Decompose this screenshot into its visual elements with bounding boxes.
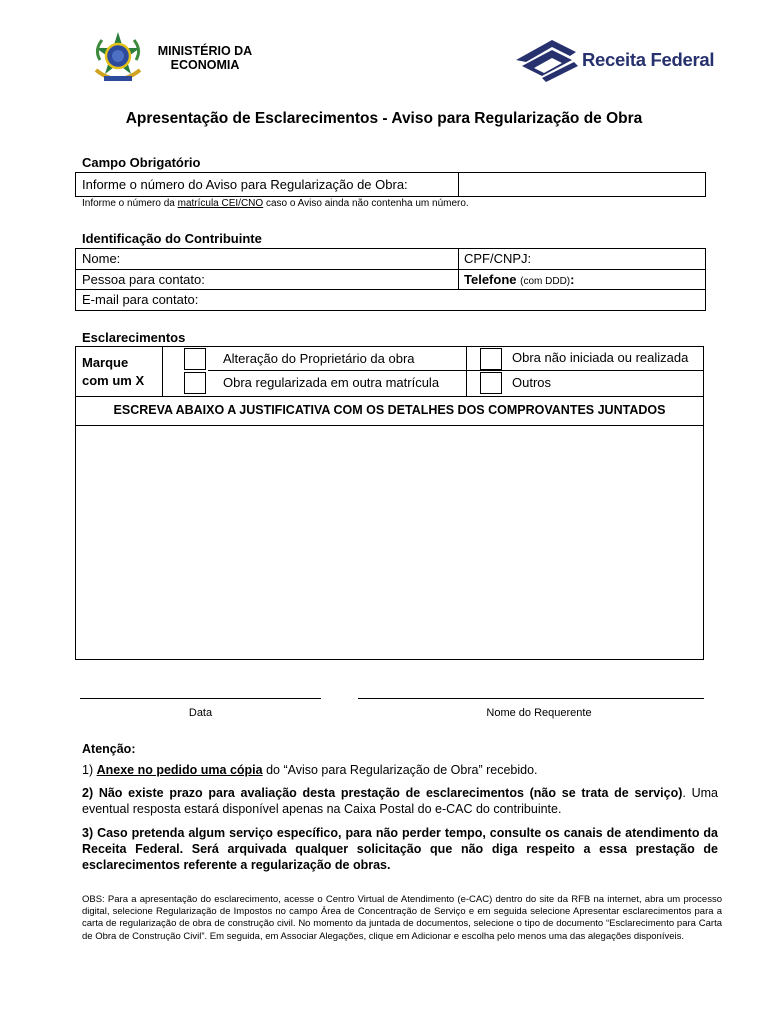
checkbox-obra-regularizada[interactable]	[184, 372, 206, 394]
telefone-label	[464, 272, 574, 287]
checkbox-obra-nao-iniciada[interactable]	[480, 348, 502, 370]
document-title: Apresentação de Esclarecimentos - Aviso para Regularização de Obra	[125, 110, 643, 127]
agency-name: Receita Federal	[582, 49, 715, 70]
options-bottom-line	[75, 396, 704, 397]
esclarecimentos-heading: Esclarecimentos	[82, 330, 186, 345]
email-label: E-mail para contato:	[82, 292, 199, 307]
contribuinte-row-line-1	[75, 269, 706, 270]
atencao-item-1-rest: do “Aviso para Regularização de Obra” recebido.	[262, 763, 538, 777]
checkbox-outros[interactable]	[480, 372, 502, 394]
options-col-divider	[466, 346, 467, 396]
marque-line-2: com um X	[82, 373, 145, 388]
atencao-item-3: 3) Caso pretenda algum serviço específico, para não perder tempo, consulte os canais de atendimento da Receita Federal. Será arquivada qualquer solicitação que não diga respeito a essa prestação de esclarecimentos referente a regularização de obras.	[82, 826, 718, 872]
pessoa-contato-input[interactable]	[220, 271, 456, 288]
nome-input[interactable]	[140, 250, 456, 268]
aviso-hint-matricula: matrícula CEI/CNO	[177, 198, 264, 209]
atencao-item-1-number: 1)	[82, 763, 97, 777]
justificativa-header-line	[75, 425, 704, 426]
contribuinte-heading: Identificação do Contribuinte	[82, 231, 262, 246]
option-obra-nao-iniciada: Obra não iniciada ou realizada	[512, 350, 689, 365]
data-signature-line	[80, 698, 321, 699]
aviso-hint	[82, 198, 469, 209]
telefone-colon: :	[570, 272, 575, 287]
justificativa-header: ESCREVA ABAIXO A JUSTIFICATIVA COM OS DETALHES DOS COMPROVANTES JUNTADOS	[113, 403, 666, 417]
campo-obrigatorio-heading: Campo Obrigatório	[82, 155, 201, 170]
aviso-hint-pre: Informe o número da	[82, 198, 178, 209]
requerente-signature-line	[358, 698, 704, 699]
marque-line-1: Marque	[82, 355, 129, 370]
receita-federal-logo-icon	[512, 38, 582, 84]
data-label: Data	[188, 707, 213, 719]
ministry-line-2: ECONOMIA	[170, 58, 240, 72]
pessoa-contato-label: Pessoa para contato:	[82, 272, 205, 287]
contribuinte-col-divider	[458, 248, 459, 289]
marque-divider	[162, 346, 163, 396]
aviso-number-input[interactable]	[459, 173, 705, 196]
ministry-name	[150, 44, 260, 72]
option-alteracao-proprietario: Alteração do Proprietário da obra	[223, 351, 415, 366]
option-outros: Outros	[512, 375, 552, 390]
atencao-item-2	[82, 785, 718, 817]
ministry-line-1: MINISTÉRIO DA	[157, 44, 253, 58]
cpf-cnpj-label: CPF/CNPJ:	[464, 251, 532, 266]
brazil-coat-of-arms-icon	[90, 30, 146, 88]
telefone-ddd-note: (com DDD)	[520, 276, 571, 287]
telefone-label-text: Telefone	[464, 272, 517, 287]
justificativa-textarea[interactable]	[78, 428, 700, 656]
email-input[interactable]	[215, 291, 703, 309]
nome-label: Nome:	[82, 251, 121, 266]
cpf-cnpj-input[interactable]	[545, 250, 703, 268]
atencao-item-2-rest: . Uma eventual resposta estará disponível apenas na Caixa Postal do e-CAC do contribuinte.	[82, 786, 719, 816]
options-middle-line	[208, 370, 704, 371]
obs-paragraph: OBS: Para a apresentação do esclarecimento, acesse o Centro Virtual de Atendimento (e-CAC) dentro do site da RFB na internet, abra um processo digital, selecione Regularização de Impostos no campo Área de Concentração de Serviço e em seguida selecione Apresentar esclarecimentos para a carta de regularização de obra de construção civil. No momento da juntada de documentos, selecione o tipo de documento “Esclarecimento para Carta de Obra de Construção Civil”. Em seguida, em Associar Alegações, clique em Adicionar e escolha pelo menos uma das alegações disponíveis.	[82, 894, 722, 942]
telefone-input[interactable]	[590, 271, 703, 288]
checkbox-alteracao-proprietario[interactable]	[184, 348, 206, 370]
atencao-heading: Atenção:	[82, 742, 136, 756]
atencao-item-2-bold: 2) Não existe prazo para avaliação desta prestação de esclarecimentos (não se trata de serviço)	[82, 786, 683, 800]
atencao-item-1-bold: Anexe no pedido uma cópia	[96, 763, 263, 777]
requerente-label: Nome do Requerente	[486, 707, 592, 719]
aviso-number-label: Informe o número do Aviso para Regularização de Obra:	[82, 177, 408, 192]
option-obra-regularizada: Obra regularizada em outra matrícula	[223, 375, 440, 390]
marque-label	[82, 354, 144, 390]
aviso-hint-post: caso o Aviso ainda não contenha um número.	[263, 198, 469, 209]
atencao-item-1	[82, 762, 718, 778]
contribuinte-row-line-2	[75, 289, 706, 290]
